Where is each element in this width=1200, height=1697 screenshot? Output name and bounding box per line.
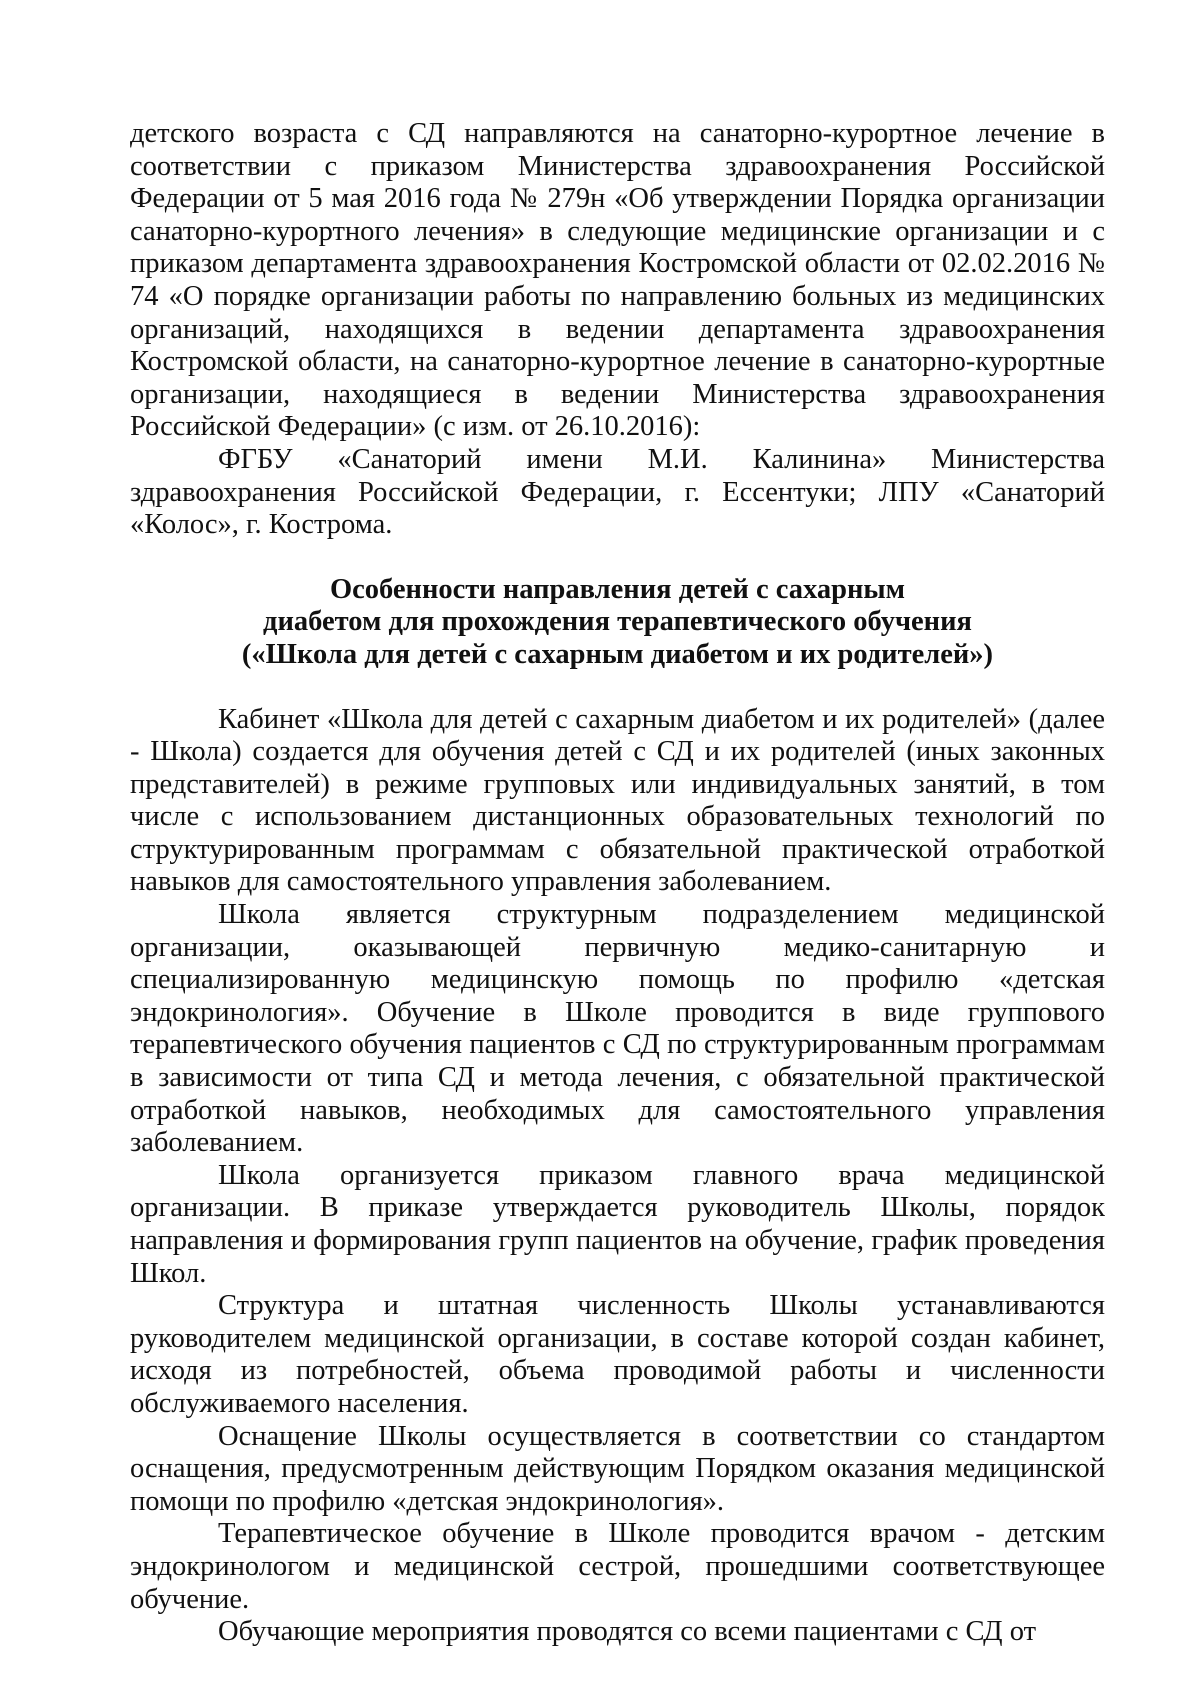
section-heading — [130, 574, 1105, 672]
body-paragraph: Оснащение Школы осуществляется в соответствии со стандартом оснащения, предусмотренным действующим Порядком оказания медицинской помощи по профилю «детская эндокринология». — [130, 1420, 1105, 1517]
section-heading-line: Особенности направления детей с сахарным — [329, 573, 906, 605]
body-paragraph: Кабинет «Школа для детей с сахарным диабетом и их родителей» (далее - Школа) создается для обучения детей с СД и их родителей (иных законных представителей) в режиме групповых или индивидуальных занятий, в том числе с использованием дистанционных образовательных технологий по структурированным программам с обязательной практической отработкой навыков для самостоятельного управления заболеванием. — [130, 703, 1105, 898]
body-paragraph: Терапевтическое обучение в Школе проводится врачом - детским эндокринологом и медицинской сестрой, прошедшими соответствующее обучение. — [130, 1518, 1105, 1615]
body-paragraph: ФГБУ «Санаторий имени М.И. Калинина» Министерства здравоохранения Российской Федерации, г. Ессентуки; ЛПУ «Санаторий «Колос», г. Кострома. — [130, 443, 1105, 541]
body-paragraph: Обучающие мероприятия проводятся со всеми пациентами с СД от — [218, 1616, 1037, 1648]
section-heading-line: диабетом для прохождения терапевтического обучения — [263, 606, 972, 638]
section-heading-line: («Школа для детей с сахарным диабетом и их родителей») — [241, 638, 994, 670]
body-paragraph: детского возраста с СД направляются на санаторно-курортное лечение в соответствии с приказом Министерства здравоохранения Российской Федерации от 5 мая 2016 года № 279н «Об утверждении Порядка организации санаторно-курортного лечения» в следующие медицинские организации и с приказом департамента здравоохранения Костромской области от 02.02.2016 № 74 «О порядке организации работы по направлению больных из медицинских организаций, находящихся в ведении департамента здравоохранения Костромской области, на санаторно-курортное лечение в санаторно-курортные организации, находящиеся в ведении Министерства здравоохранения Российской Федерации» (с изм. от 26.10.2016): — [130, 118, 1105, 443]
body-paragraph: Структура и штатная численность Школы устанавливаются руководителем медицинской организации, в составе которой создан кабинет, исходя из потребностей, объема проводимой работы и численности обслуживаемого населения. — [130, 1290, 1105, 1419]
body-paragraph: Школа организуется приказом главного врача медицинской организации. В приказе утверждается руководитель Школы, порядок направления и формирования групп пациентов на обучение, график проведения Школ. — [130, 1159, 1105, 1289]
body-paragraph: Школа является структурным подразделением медицинской организации, оказывающей первичную медико-санитарную и специализированную медицинскую помощь по профилю «детская эндокринология». Обучение в Школе проводится в виде группового терапевтического обучения пациентов с СД по структурированным программам в зависимости от типа СД и метода лечения, с обязательной практической отработкой навыков, необходимых для самостоятельного управления заболеванием. — [130, 899, 1105, 1159]
document-page — [130, 118, 1105, 1649]
